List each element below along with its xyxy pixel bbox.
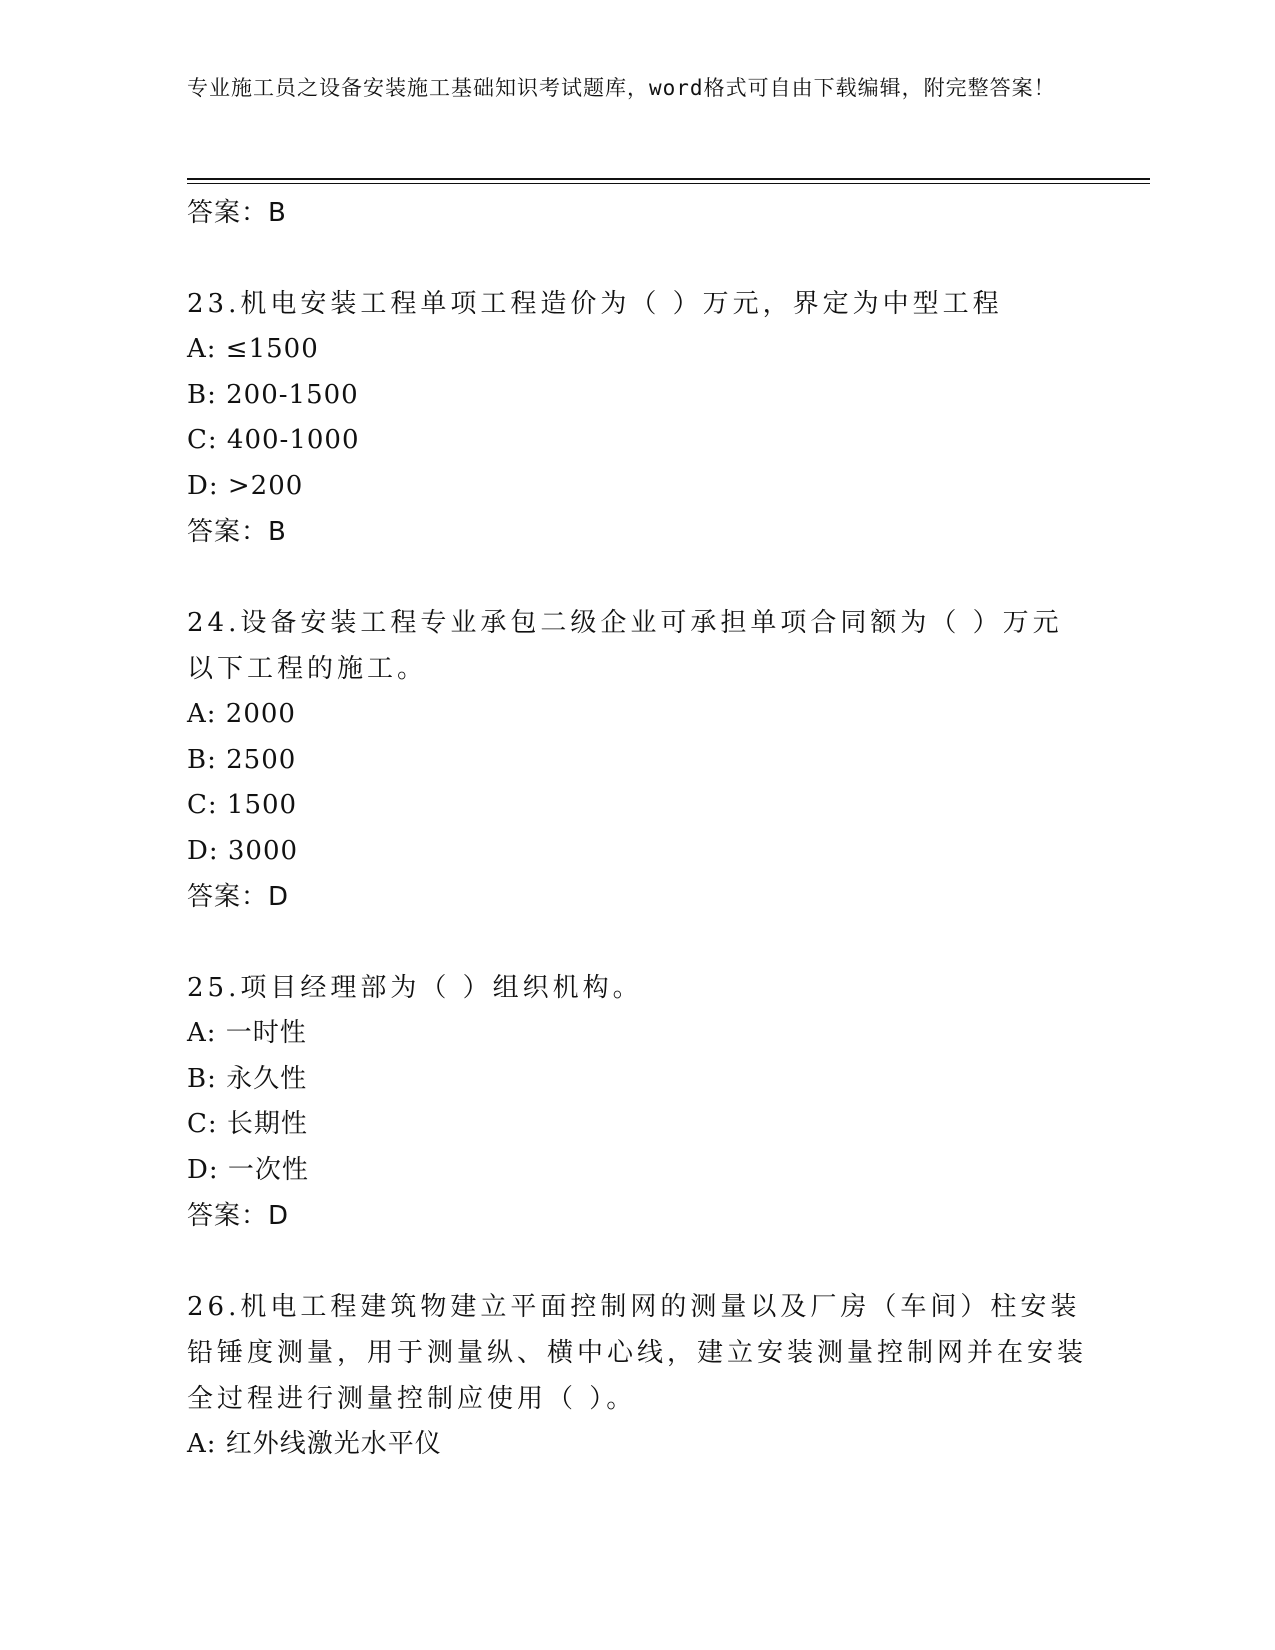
question-24: 24.设备安装工程专业承包二级企业可承担单项合同额为（ ）万元以下工程的施工。 [187,608,1063,684]
question-list [187,190,1087,1468]
answer-prev: 答案：B [187,198,287,228]
q24-option-c: C: 1500 [187,790,298,820]
q23-option-c: C: 400-1000 [187,425,360,455]
q24-option-d: D: 3000 [187,835,299,866]
q24-option-a: A: 2000 [187,699,296,729]
q25-answer: 答案：D [187,1201,290,1231]
q25-option-c: C: 长期性 [187,1109,308,1139]
question-23: 23.机电安装工程单项工程造价为（ ）万元，界定为中型工程 [187,289,1003,319]
q23-answer: 答案：B [187,517,287,547]
q23-option-a: A: ≤1500 [187,334,319,364]
q24-answer: 答案：D [187,882,290,912]
q25-option-d: D: 一次性 [187,1154,309,1185]
header-rule-thin [187,183,1150,184]
question-25: 25.项目经理部为（ ）组织机构。 [187,973,643,1003]
document-header: 专业施工员之设备安装施工基础知识考试题库，word格式可自由下载编辑，附完整答案！ [187,76,1056,100]
header-rule-thick [187,178,1150,180]
q24-option-b: B: 2500 [187,744,297,775]
q26-option-a: A: 红外线激光水平仪 [187,1429,442,1459]
q25-option-b: B: 永久性 [187,1063,308,1094]
q23-option-b: B: 200-1500 [187,379,359,410]
q23-option-d: D: >200 [187,470,304,501]
question-26: 26.机电工程建筑物建立平面控制网的测量以及厂房（车间）柱安装铅锤度测量，用于测量纵、横中心线，建立安装测量控制网并在安装全过程进行测量控制应使用（ ）。 [187,1292,1088,1414]
q25-option-a: A: 一时性 [187,1018,307,1048]
